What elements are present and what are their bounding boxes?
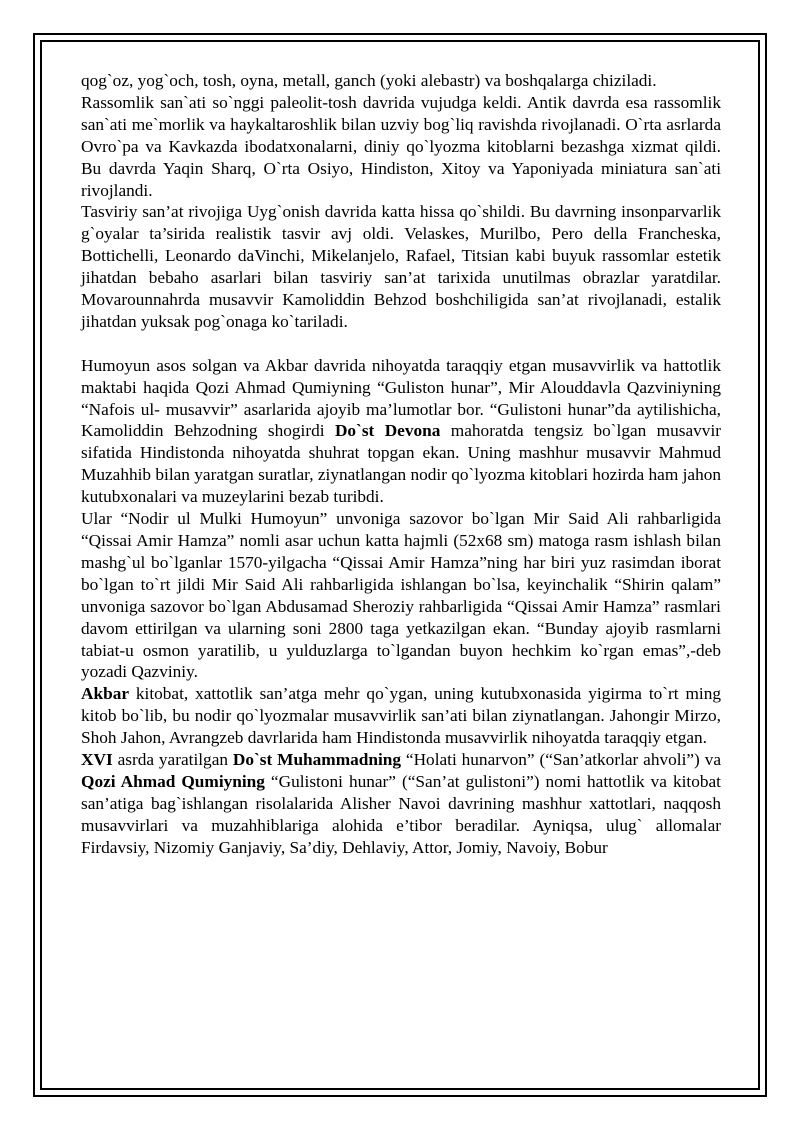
bold-name: Do`st Muhammadning	[232, 750, 402, 770]
paragraph-spacer	[81, 333, 721, 355]
paragraph: Akbar kitobat, xattotlik san’atga mehr qo`ygan, uning kutubxonasida yigirma to`rt ming kitob bo`lib, bu nodir qo`lyozmalar musavvirlik san’ati bilan ziynatlangan. Jahongir Mirzo, Shoh Jahon, Avrangzeb davrlarida ham Hindistonda musavvirlik nihoyatda taraqqiy etgan.	[81, 684, 721, 748]
bold-name: Akbar	[81, 684, 130, 704]
bold-name: Qozi Ahmad Qumiyning	[81, 771, 265, 791]
paragraph: Ular “Nodir ul Mulki Humoyun” unvoniga sazovor bo`lgan Mir Said Ali rahbarligida “Qissai Amir Hamza” nomli asar uchun katta hajmli (52x68 sm) matoga rasm ishlash bilan mashg`ul bo`lganlar 1570-yilgacha “Qissai Amir Hamza”ning har biri yuz rasimdan iborat bo`lgan to`rt jildi Mir Said Ali rahbarligida ishlangan bo`lsa, keyinchalik “Shirin qalam” unvoniga sazovor bo`lgan Abdusamad Sheroziy rahbarligida “Qissai Amir Hamza” rasmlari davom ettirilgan va ularning soni 2800 taga yetkazilgan ekan. “Bunday ajoyib rasmlarni tabiat-u osmon yaratilib, u yulduzlarga to`lgandan buyon hechkim ko`rgan emas”,-deb yozadi Qazviniy.	[81, 509, 721, 682]
paragraph: Tasviriy san’at rivojiga Uyg`onish davrida katta hissa qo`shildi. Bu davrning insonparvarlik g`oyalar ta’sirida realistik tasvir avj oldi. Velaskes, Murilbo, Pero della Francheska, Bottichelli, Leonardo daVinchi, Mikelanjelo, Rafael, Titsian kabi buyuk rassomlar estetik jihatdan bebaho asarlari bilan tasviriy san’at tarixida unutilmas obrazlar yaratdilar. Movarounnahrda musavvir Kamoliddin Behzod boshchiligida san’at rivojlanadi, estalik jihatdan yuksak pog`onaga ko`tariladi.	[81, 202, 721, 331]
paragraph: qog`oz, yog`och, tosh, oyna, metall, ganch (yoki alebastr) va boshqalarga chiziladi.	[81, 71, 657, 90]
bold-century: XVI	[81, 750, 113, 770]
paragraph: XVI asrda yaratilgan Do`st Muhammadning “Holati hunarvon” (“San’atkorlar ahvoli”) va Qozi Ahmad Qumiyning “Gulistoni hunar” (“San’at gulistoni”) nomi hattotlik va kitobat san’atiga bag`ishlangan risolalarida Alisher Navoi davrining mashhur xattotlari, naqqosh musavvirlari va muzahhiblariga alohida e’tibor beradilar. Ayniqsa, ulug` allomalar Firdavsiy, Nizomiy Ganjaviy, Sa’diy, Dehlaviy, Attor, Jomiy, Navoiy, Bobur	[81, 750, 721, 857]
bold-name: Do`st Devona	[334, 421, 441, 441]
paragraph: Rassomlik san`ati so`nggi paleolit-tosh davrida vujudga keldi. Antik davrda esa rassomlik san`ati me`morlik va haykaltaroshlik bilan uzviy bog`liq ravishda rivojlanadi. O`rta asrlarda Ovro`pa va Kavkazda ibodatxonalarni, diniy qo`lyozma kitoblarni bezashga xizmat qildi. Bu davrda Yaqin Sharq, O`rta Osiyo, Hindiston, Xitoy va Yaponiyada miniatura san`ati rivojlandi.	[81, 92, 721, 200]
paragraph: Humoyun asos solgan va Akbar davrida nihoyatda taraqqiy etgan musavvirlik va hattotlik maktabi haqida Qozi Ahmad Qumiyning “Guliston hunar”, Mir Alouddavla Qazviniyning “Nafois ul- musavvir” asarlarida ajoyib ma’lumotlar bor. “Gulistoni hunar”da aytilishicha, Kamoliddin Behzodning shogirdi Do`st Devona mahoratda tengsiz bo`lgan musavvir sifatida Hindistonda nihoyatda shuhrat topgan ekan. Uning mashhur musavvir Mahmud Muzahhib bilan yaratgan suratlar, ziynatlangan nodir qo`lyozma kitoblari hozirda ham jahon kutubxonalari va muzeylarini bezab turibdi.	[81, 355, 721, 507]
document-body	[81, 70, 721, 859]
